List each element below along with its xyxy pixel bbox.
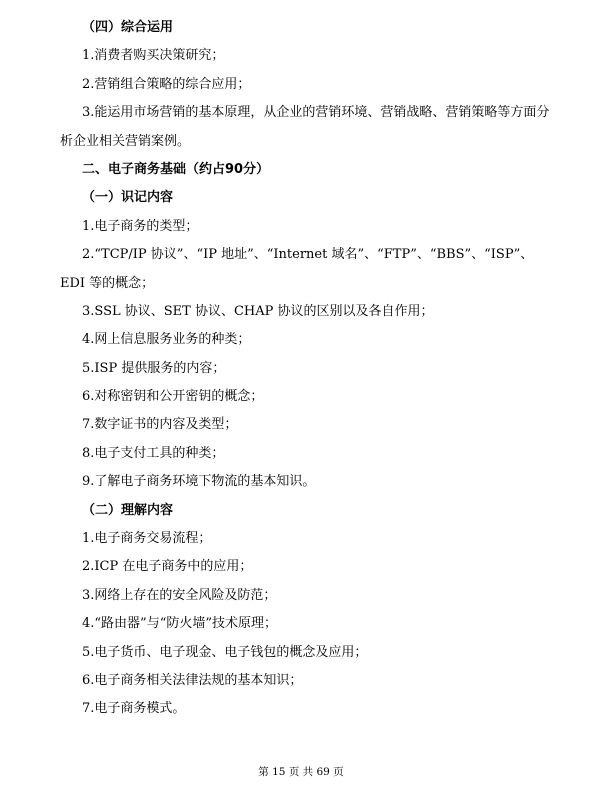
subsection-heading-2: （二）理解内容 — [82, 502, 174, 518]
list-item: 1.电子商务交易流程； — [82, 531, 212, 547]
list-item: 3.网络上存在的安全风险及防范； — [82, 587, 277, 603]
list-item: 3.能运用市场营销的基本原理，从企业的营销环境、营销战略、营销策略等方面分 — [82, 105, 550, 121]
subsection-heading-1: （一）识记内容 — [82, 190, 174, 206]
list-item: 2.ICP 在电子商务中的应用； — [82, 559, 253, 575]
page-number-footer: 第 15 页 共 69 页 — [258, 766, 344, 778]
list-item-continuation: EDI 等的概念； — [60, 275, 155, 291]
list-item: 5.电子货币、电子现金、电子钱包的概念及应用； — [82, 644, 368, 660]
section-heading-4: （四）综合运用 — [82, 20, 174, 35]
list-item: 6.对称密钥和公开密钥的概念； — [82, 389, 264, 405]
list-item: 4.网上信息服务业务的种类； — [82, 332, 251, 348]
list-item: 1.消费者购买决策研究； — [82, 48, 225, 64]
list-item: 6.电子商务相关法律法规的基本知识； — [82, 672, 303, 688]
list-item: 9.了解电子商务环境下物流的基本知识。 — [82, 474, 316, 490]
list-item: 2.营销组合策略的综合应用； — [82, 76, 251, 92]
list-item-continuation: 析企业相关营销案例。 — [60, 133, 191, 149]
list-item: 2.“TCP/IP 协议”、“IP 地址”、“Internet 域名”、“FTP”、“BBS”、“ISP”、 — [82, 247, 534, 263]
document-body — [60, 14, 550, 724]
list-item: 5.ISP 提供服务的内容； — [82, 360, 226, 376]
list-item: 8.电子支付工具的种类； — [82, 445, 225, 461]
list-item: 4.“路由器”与“防火墙”技术原理； — [82, 616, 277, 632]
list-item: 1.电子商务的类型； — [82, 218, 199, 234]
chapter-heading-2: 二、电子商务基础（约占90分） — [82, 161, 270, 177]
list-item: 7.电子商务模式。 — [82, 701, 186, 717]
list-item: 7.数字证书的内容及类型； — [82, 417, 238, 433]
list-item: 3.SSL 协议、SET 协议、CHAP 协议的区别以及各自作用； — [82, 303, 434, 319]
